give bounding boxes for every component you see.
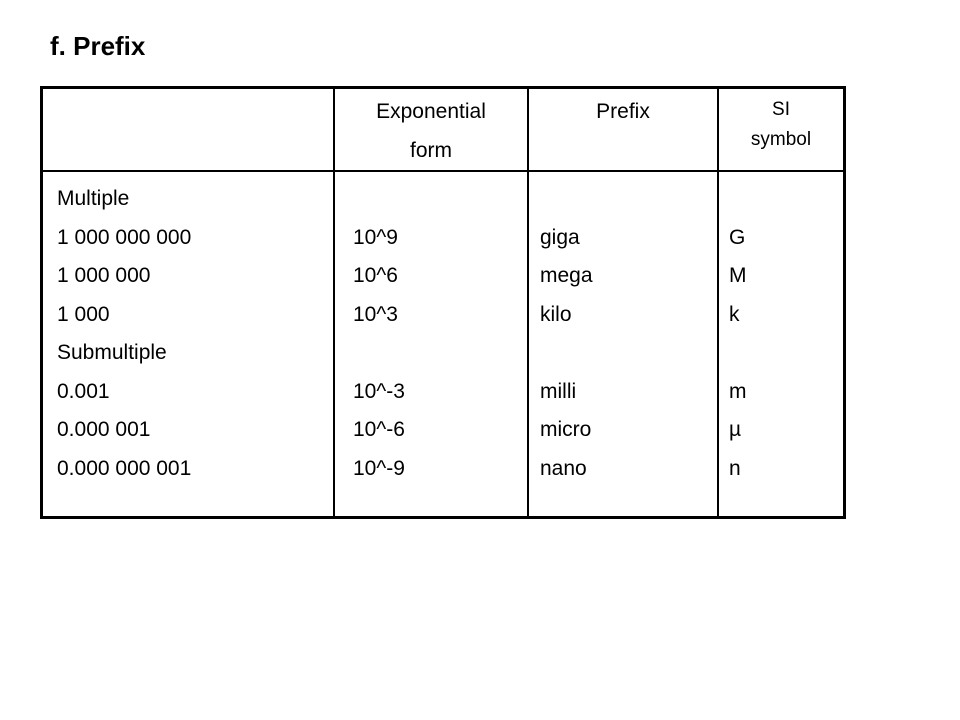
values-column-cell [43, 171, 334, 516]
header-prefix-label: Prefix [596, 100, 650, 123]
values-item: 1 000 000 [57, 264, 151, 287]
prefix-item: micro [540, 418, 592, 441]
prefix-table-frame [40, 86, 846, 519]
prefix-item: milli [540, 379, 577, 403]
prefix-item [540, 180, 717, 219]
exponential-item: 10^-3 [353, 379, 405, 403]
table-header-row [43, 89, 843, 171]
exponential-item [353, 180, 527, 219]
header-exponential-line1: Exponential [376, 100, 486, 123]
symbol-item: k [729, 302, 740, 326]
prefix-item: nano [540, 456, 587, 480]
header-cell-prefix [528, 89, 718, 171]
prefix-item: kilo [540, 302, 572, 326]
header-cell-exponential-form [334, 89, 528, 171]
exponential-item [353, 334, 527, 373]
prefix-item [540, 334, 717, 373]
exponential-item: 10^6 [353, 264, 398, 287]
header-cell-si-symbol [718, 89, 843, 171]
header-exponential-line2: form [410, 138, 452, 162]
header-cell-empty [43, 89, 334, 171]
values-item: 1 000 000 000 [57, 225, 192, 249]
values-item: 0.001 [57, 379, 110, 403]
header-si-line2: symbol [750, 129, 812, 150]
exponential-item: 10^3 [353, 302, 398, 326]
symbol-item [729, 334, 843, 373]
exponential-item: 10^-6 [353, 418, 405, 441]
values-item: Multiple [57, 187, 130, 210]
symbol-item: m [729, 379, 747, 403]
prefix-item: giga [540, 225, 580, 249]
values-list [43, 172, 333, 488]
symbol-item: M [729, 264, 747, 287]
exponential-item: 10^9 [353, 225, 398, 249]
values-item: 0.000 000 001 [57, 456, 192, 480]
values-item: Submultiple [57, 341, 167, 364]
values-item: 1 000 [57, 302, 110, 326]
prefix-list [529, 172, 717, 488]
prefix-table [43, 89, 843, 516]
values-item: 0.000 001 [57, 418, 151, 441]
exponential-item: 10^-9 [353, 456, 405, 480]
header-empty-label [43, 89, 333, 93]
header-si-line1: SI [772, 99, 790, 120]
symbol-item: µ [729, 418, 742, 441]
exponential-column-cell [334, 171, 528, 516]
prefix-column-cell [528, 171, 718, 516]
symbol-item: n [729, 456, 741, 480]
symbol-item [729, 180, 843, 219]
symbol-list [719, 172, 843, 488]
symbol-column-cell [718, 171, 843, 516]
slide-title: f. Prefix [50, 31, 146, 61]
symbol-item: G [729, 225, 746, 249]
prefix-item: mega [540, 264, 593, 287]
exponential-list [335, 172, 527, 488]
table-body-row [43, 171, 843, 516]
